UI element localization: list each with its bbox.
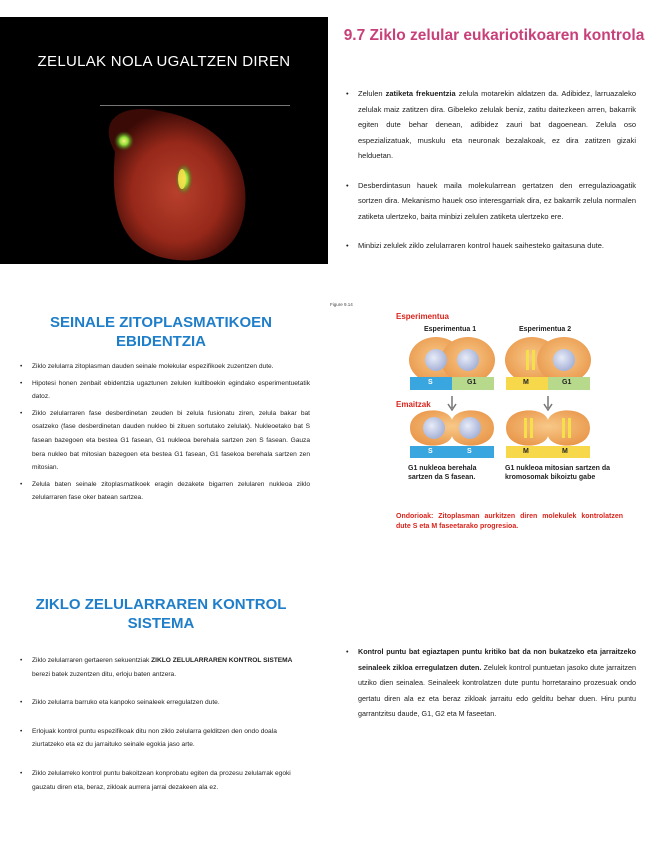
experiment-1-label: Esperimentua 1 xyxy=(424,326,477,333)
list-item: • Ziklo zelularraren gertaeren sekuentziak ZIKLO ZELULARRAREN KONTROL SISTEMA berezi batek zuzentzen ditu, erloju baten antzera. xyxy=(20,654,310,681)
exp1-cells-before xyxy=(409,337,495,383)
figure-label: Figure 9.14 xyxy=(330,302,353,307)
band-label: M xyxy=(523,448,529,455)
list-item: • Erlojuak kontrol puntu espezifikoak ditu non ziklo zelularra gelditzen den ondo doala ziurtatzeko eta ez du jarraituko seinale egokia jaso arte. xyxy=(20,725,310,752)
list-item: • Ziklo zelularra zitoplasman dauden seinale molekular espezifikoek zuzentzen dute. xyxy=(20,360,310,374)
title-divider xyxy=(100,105,290,106)
list-item: • Ziklo zelularraren fase desberdinetan zeuden bi zelula fusionatu ziren, zelula bakar bat osatzeko (fase desberdinetan dauden nukleo bi zituen sortutako zelulak). Nukleoetako bat S fasean bazegoen eta bestea G1 fasean, G1 nukleoa berehala sartzen zen S fasean. Gauza bera nukleo bat mitosian bazegoen eta bestea G1 fasean, G1 fasekoa berehala sartzen zen mitosian. xyxy=(20,407,310,475)
list-item: • Zelulen zatiketa frekuentzia zelula motarekin aldatzen da. Adibidez, larruazaleko zelulak maiz zatitzen dira. Gibeleko zelulak beniz, zatitu daitezkeen arren, bakarrik egiten dute behar denean, adibidez zauri bat dagoenean. Zelula oso espezializatuak, muskulu eta neuronak bezalakoak, ez dira zatitzen gizaki helduetan. xyxy=(346,86,636,164)
band-label: G1 xyxy=(467,379,477,386)
list-item: • Zelula baten seinale zitoplasmatikoek eragin dezakete bigarren zelularen nukleoa ziklo zelularraren fase oker batean sartzea. xyxy=(20,478,310,505)
list-item: • Ziklo zelularreko kontrol puntu bakoitzean konprobatu egiten da prozesu zelularrak egoki gauzatu diren eta, beraz, zikloak aurrera jarrai dezakeen ala ez. xyxy=(20,767,310,794)
arrow-down-icon xyxy=(448,396,456,410)
list-item: • Hipotesi honen zenbait ebidentzia ugaztunen zelulen kultiboekin egindako esperimentuetatik datoz. xyxy=(20,377,310,404)
band-label: G1 xyxy=(562,379,572,386)
experiment-2-label: Esperimentua 2 xyxy=(519,326,572,333)
slide2-title: SEINALE ZITOPLASMATIKOEN EBIDENTZIA xyxy=(50,314,272,350)
arrow-down-icon xyxy=(544,396,552,410)
band-s xyxy=(410,446,494,458)
caption-exp2: G1 nukleoa mitosian sartzen da kromosomak bikoiztu gabe xyxy=(505,465,611,481)
band-m xyxy=(506,446,590,458)
slide3-bullet-list xyxy=(20,654,310,809)
list-item: • Desberdintasun hauek maila molekularrean gertatzen den erregulazioagatik sortzen dira. Mekanismo hauek oso interesgarriak dira, ez bakarrik zelula normalen zatiketa ulertzeko, baita minbizi zelulen zatiketa ulertzeko ere. xyxy=(346,178,636,225)
caption-exp1: G1 nukleoa berehala sartzen da S fasean. xyxy=(408,465,477,481)
list-item: • Kontrol puntu bat egiaztapen puntu kritiko bat da non bukatzeko eta jarraitzeko seinaleek zikloa erregulatzen duten. Zelulek kontrol puntuetan jasoko dute jarraitzen utziko dien seinalea. Seinaleek kontrolatzen dute puntu horretaraino prozesuak ondo gertatu diren ala ez eta beraz zikloak jarraitu edo gelditu behar duen. Hiru puntu garrantzitsu daude, G1, G2 eta M faseetan. xyxy=(346,644,636,722)
band-label: S xyxy=(467,448,472,455)
list-item: • Ziklo zelularra barruko eta kanpoko seinaleek erregulatzen dute. xyxy=(20,696,310,710)
band-label: M xyxy=(523,379,529,386)
photo-title: ZELULAK NOLA UGALTZEN DIREN xyxy=(37,53,291,70)
band-label: S xyxy=(428,379,433,386)
slide2-bullet-list xyxy=(20,360,310,508)
experiment-heading: Esperimentua xyxy=(396,312,449,321)
exp2-cells-after xyxy=(506,410,590,445)
results-heading: Emaitzak xyxy=(396,400,431,409)
conclusion-text: Ondorioak: Zitoplasman aurkitzen diren molekulek kontrolatzen dute S eta M faseetarako progresioa. xyxy=(396,513,623,530)
slide1-bullet-list xyxy=(346,86,636,268)
band-label: M xyxy=(562,448,568,455)
slide3-right-text xyxy=(346,644,636,722)
slide1-title: 9.7 Ziklo zelular eukariotikoaren kontrola xyxy=(343,27,645,44)
exp2-cells-before xyxy=(505,337,591,383)
cell-micrograph xyxy=(0,17,328,264)
slide3-title: ZIKLO ZELULARRAREN KONTROL SISTEMA xyxy=(35,596,287,632)
list-item: • Minbizi zelulek ziklo zelularraren kontrol hauek saihesteko gaitasuna dute. xyxy=(346,238,636,254)
band-label: S xyxy=(428,448,433,455)
exp1-cells-after xyxy=(410,410,494,445)
